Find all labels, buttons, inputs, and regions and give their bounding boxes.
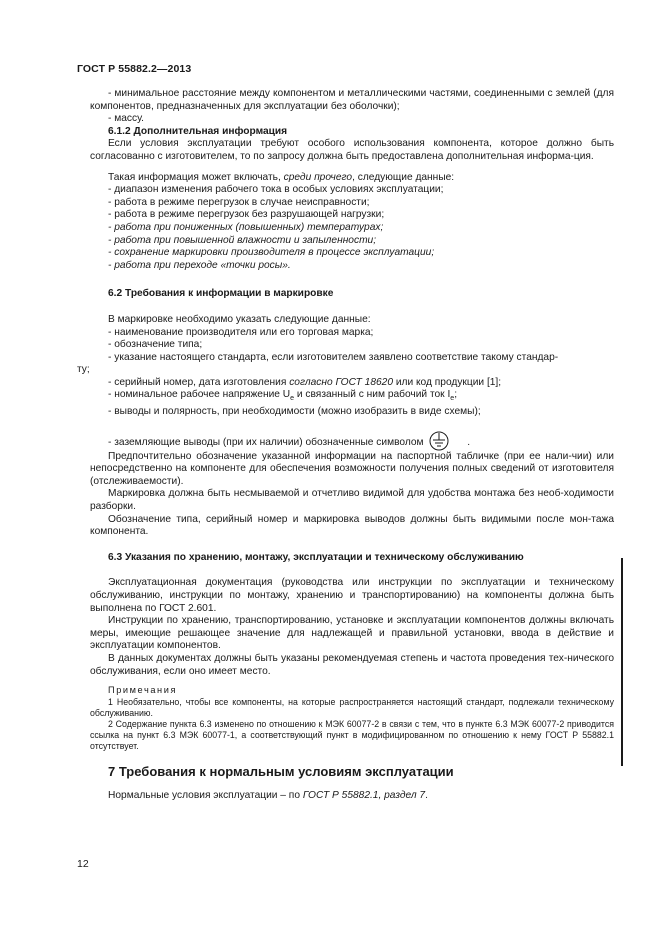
list-item: - выводы и полярность, при необходимости (можно изобразить в виде схемы);: [108, 406, 481, 418]
page-content: [77, 88, 614, 803]
list-item: - работа при повышенной влажности и запыленности;: [108, 234, 377, 246]
section-heading-6-1-2: 6.1.2 Дополнительная информация: [108, 125, 288, 137]
earth-ground-icon: [428, 431, 450, 451]
list-item: - обозначение типа;: [108, 339, 203, 351]
list-item: - наименование производителя или его торговая марка;: [108, 326, 374, 338]
list-item-continuation: ту;: [77, 364, 90, 376]
list-item: - серийный номер, дата изготовления согласно ГОСТ 18620 или код продукции [1];: [108, 376, 502, 388]
paragraph: Эксплуатационная документация (руководства или инструкции по эксплуатации и техническому обслуживанию, инструкции по монтажу, хранению и транспортированию) на компоненты должна быть выполнена по ГОСТ 2.601.: [90, 577, 614, 614]
note: 1 Необязательно, чтобы все компоненты, на которые распространяется настоящий стандарт, подлежали техническому обслуживанию.: [90, 696, 614, 718]
list-item: - диапазон изменения рабочего тока в особых условиях эксплуатации;: [108, 184, 444, 196]
list-item: - работа при переходе «точки росы».: [108, 259, 291, 271]
paragraph: Инструкции по хранению, транспортированию, установке и эксплуатации компонентов должны включать меры, имеющие решающее значение для надлежащей и правильной установки, ввода в действие и эксплуатации компонентов.: [90, 615, 614, 652]
section-heading-7: 7 Требования к нормальным условиям эксплуатации: [108, 763, 454, 779]
change-bar: [621, 558, 623, 766]
notes-title: Примечания: [108, 685, 178, 696]
page-number: 12: [77, 858, 89, 870]
paragraph: Если условия эксплуатации требуют особого использования компонента, которое должно быть согласованно с изготовителем, то по запросу должна быть предоставлена дополнительная информа-ция.: [90, 138, 614, 162]
list-item: - массу.: [108, 113, 144, 125]
paragraph: Обозначение типа, серийный номер и маркировка выводов должны быть видимыми после мон-тажа компонента.: [90, 513, 614, 538]
paragraph: Такая информация может включать, среди прочего, следующие данные:: [108, 171, 455, 183]
paragraph: В маркировке необходимо указать следующие данные:: [108, 313, 371, 325]
document-header: ГОСТ Р 55882.2—2013: [77, 63, 192, 75]
note: 2 Содержание пункта 6.3 изменено по отношению к МЭК 60077-2 в связи с тем, что в пункте 6.3 МЭК 60077-2 приводится ссылка на пункт 6.3 МЭК 60077-1, а соответствующий пункт в модифицированном по отношению к нему ГОСТ Р 55882.1 отсутствует.: [90, 718, 614, 751]
paragraph: Нормальные условия эксплуатации – по ГОСТ Р 55882.1, раздел 7.: [108, 790, 428, 802]
paragraph: Предпочтительно обозначение указанной информации на паспортной табличке (при ее нали-чии) или непосредственно на компоненте для обеспечения возможности получения полных сведений от изготовителя (отслеживаемости).: [90, 450, 614, 487]
list-item: - работа в режиме перегрузок без разрушающей нагрузки;: [108, 209, 385, 221]
list-item: - минимальное расстояние между компонентом и металлическими частями, соединенными с землей (для компонентов, предназначенных для эксплуатации без оболочки);: [90, 88, 614, 112]
paragraph: В данных документах должны быть указаны рекомендуемая степень и частота проведения тех-нического обслуживания, если оно имеет место.: [90, 653, 614, 677]
paragraph: Маркировка должна быть несмываемой и отчетливо видимой для удобства монтажа без необ-ходимости разборки.: [90, 488, 614, 513]
list-item: - работа в режиме перегрузок в случае неисправности;: [108, 196, 370, 208]
list-item: - заземляющие выводы (при их наличии) обозначенные символом .: [90, 431, 614, 451]
section-heading-6-3: 6.3 Указания по хранению, монтажу, эксплуатации и техническому обслуживанию: [108, 551, 524, 563]
list-item: - номинальное рабочее напряжение $U_e$ и связанный с ним рабочий ток $I_e$;: [108, 389, 458, 403]
list-item: - указание настоящего стандарта, если изготовителем заявлено соответствие такому стандар-: [108, 351, 559, 363]
list-item: - сохранение маркировки производителя в процессе эксплуатации;: [108, 247, 435, 259]
list-item: - работа при пониженных (повышенных) температурах;: [108, 221, 384, 233]
section-heading-6-2: 6.2 Требования к информации в маркировке: [108, 288, 334, 300]
